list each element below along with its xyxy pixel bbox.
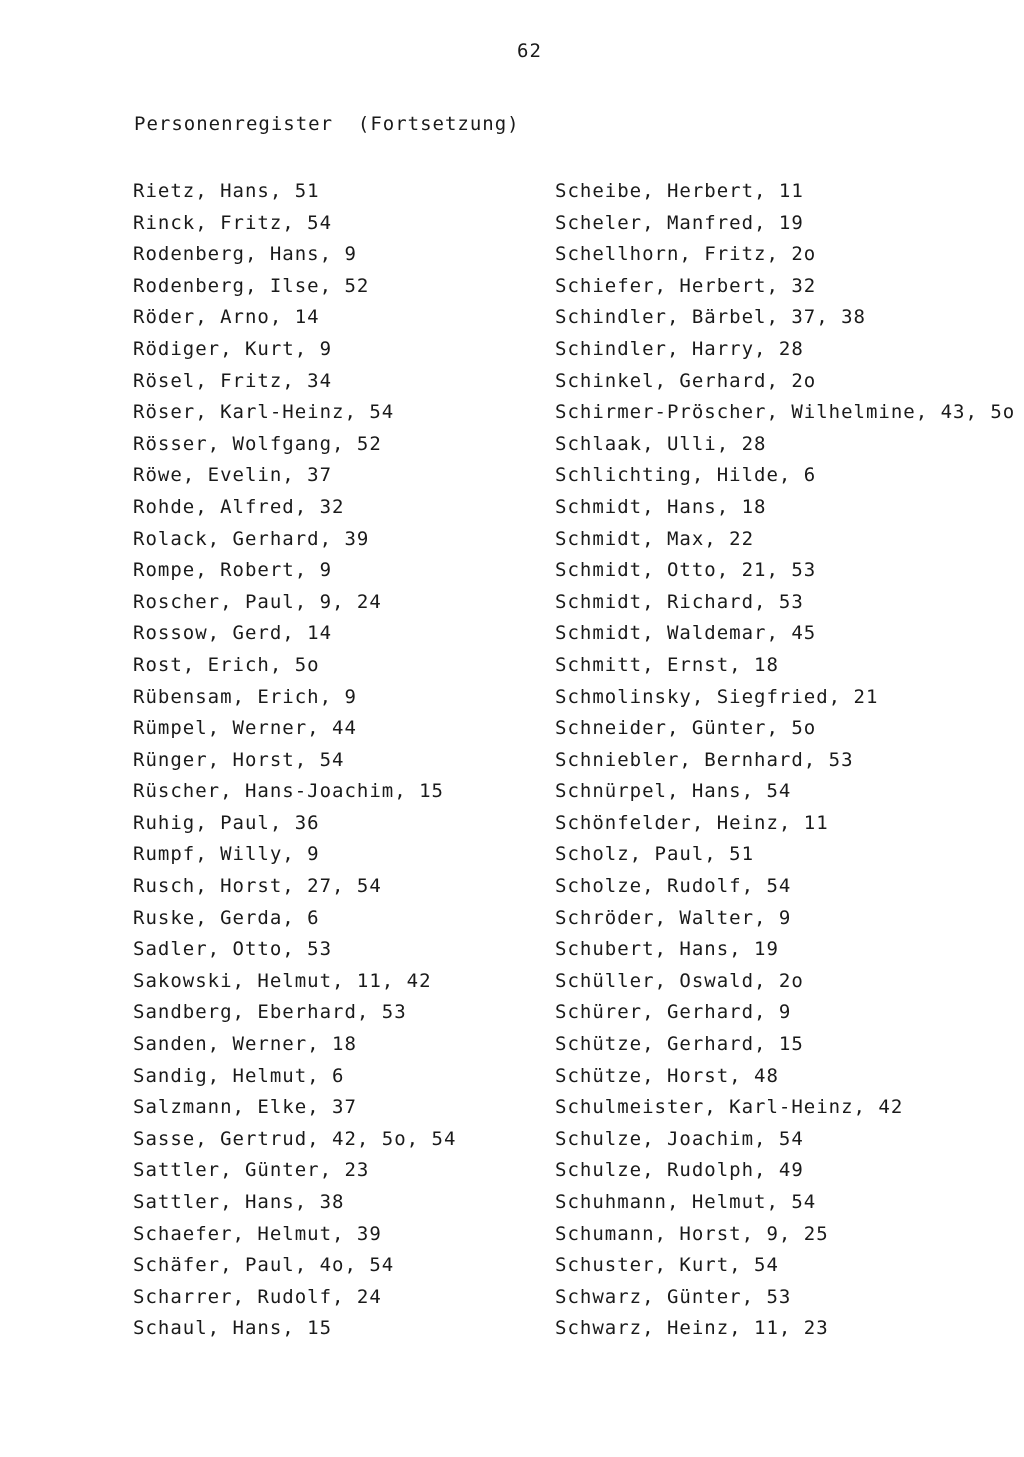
register-entry: Röser, Karl-Heinz, 54: [133, 401, 395, 424]
register-entry: Scholze, Rudolf, 54: [555, 875, 792, 898]
register-entry: Rodenberg, Ilse, 52: [133, 274, 370, 297]
register-entry: Schulmeister, Karl-Heinz, 42: [555, 1096, 904, 1119]
register-entry: Schmidt, Max, 22: [555, 527, 755, 550]
register-entry: Rübensam, Erich, 9: [133, 685, 357, 708]
register-entry: Schinkel, Gerhard, 2o: [555, 369, 817, 392]
register-column-left: [133, 176, 456, 1345]
page-number: 62: [517, 40, 542, 62]
register-entry: Schellhorn, Fritz, 2o: [555, 243, 817, 266]
register-entry: Schönfelder, Heinz, 11: [555, 811, 829, 834]
register-entry: Rinck, Fritz, 54: [133, 211, 333, 234]
register-entry: Schmidt, Otto, 21, 53: [555, 559, 817, 582]
register-entry: Schuster, Kurt, 54: [555, 1254, 779, 1277]
register-entry: Scheibe, Herbert, 11: [555, 180, 804, 202]
register-entry: Rompe, Robert, 9: [133, 559, 333, 582]
register-entry: Schütze, Gerhard, 15: [555, 1033, 804, 1056]
register-entry: Schmolinsky, Siegfried, 21: [555, 685, 879, 708]
register-entry: Schulze, Joachim, 54: [555, 1127, 804, 1150]
register-entry: Schmidt, Waldemar, 45: [555, 622, 817, 645]
register-entry: Salzmann, Elke, 37: [133, 1096, 357, 1119]
register-entry: Schuhmann, Helmut, 54: [555, 1191, 817, 1213]
register-entry: Rödiger, Kurt, 9: [133, 337, 333, 360]
register-entry: Schwarz, Günter, 53: [555, 1285, 792, 1308]
register-entry: Rietz, Hans, 51: [133, 180, 320, 202]
register-entry: Schmidt, Hans, 18: [555, 495, 767, 518]
register-entry: Schlaak, Ulli, 28: [555, 432, 767, 455]
register-entry: Schröder, Walter, 9: [555, 906, 792, 929]
register-entry: Ruhig, Paul, 36: [133, 811, 320, 834]
register-entry: Schlichting, Hilde, 6: [555, 464, 817, 487]
register-entry: Schmitt, Ernst, 18: [555, 653, 779, 676]
register-entry: Schwarz, Heinz, 11, 23: [555, 1317, 829, 1340]
register-column-right: [555, 176, 1015, 1345]
register-entry: Rossow, Gerd, 14: [133, 622, 333, 645]
register-entry: Röwe, Evelin, 37: [133, 464, 333, 487]
register-entry: Scholz, Paul, 51: [555, 843, 755, 866]
register-entry: Schumann, Horst, 9, 25: [555, 1222, 829, 1245]
register-entry: Rumpf, Willy, 9: [133, 843, 320, 866]
register-entry: Rösser, Wolfgang, 52: [133, 432, 382, 455]
register-entry: Rusch, Horst, 27, 54: [133, 875, 382, 898]
register-entry: Schubert, Hans, 19: [555, 938, 779, 961]
register-entry: Scharrer, Rudolf, 24: [133, 1285, 382, 1308]
register-entry: Schüller, Oswald, 2o: [555, 969, 804, 992]
register-entry: Schulze, Rudolph, 49: [555, 1159, 804, 1182]
register-entry: Rodenberg, Hans, 9: [133, 243, 357, 266]
register-entry: Sanden, Werner, 18: [133, 1033, 357, 1056]
register-entry: Sadler, Otto, 53: [133, 938, 333, 961]
register-entry: Scheler, Manfred, 19: [555, 211, 804, 234]
register-entry: Rümpel, Werner, 44: [133, 717, 357, 740]
register-entry: Schürer, Gerhard, 9: [555, 1001, 792, 1024]
register-entry: Schiefer, Herbert, 32: [555, 274, 817, 297]
register-entry: Schirmer-Pröscher, Wilhelmine, 43, 5o: [555, 401, 1016, 424]
register-entry: Schnürpel, Hans, 54: [555, 780, 792, 803]
register-entry: Röder, Arno, 14: [133, 306, 320, 329]
page-heading: Personenregister (Fortsetzung): [134, 113, 520, 135]
register-entry: Schaefer, Helmut, 39: [133, 1222, 382, 1245]
register-entry: Sattler, Hans, 38: [133, 1191, 345, 1213]
register-entry: Rohde, Alfred, 32: [133, 495, 345, 518]
register-entry: Ruske, Gerda, 6: [133, 906, 320, 929]
register-entry: Sasse, Gertrud, 42, 5o, 54: [133, 1127, 457, 1150]
register-entry: Rost, Erich, 5o: [133, 653, 320, 676]
register-entry: Sattler, Günter, 23: [133, 1159, 370, 1182]
register-entry: Rünger, Horst, 54: [133, 748, 345, 771]
register-entry: Roscher, Paul, 9, 24: [133, 590, 382, 613]
register-entry: Schmidt, Richard, 53: [555, 590, 804, 613]
register-entry: Schütze, Horst, 48: [555, 1064, 779, 1087]
register-entry: Rüscher, Hans-Joachim, 15: [133, 780, 444, 803]
register-entry: Sandberg, Eberhard, 53: [133, 1001, 407, 1024]
register-entry: Schäfer, Paul, 4o, 54: [133, 1254, 395, 1277]
register-entry: Schindler, Harry, 28: [555, 337, 804, 360]
register-entry: Schniebler, Bernhard, 53: [555, 748, 854, 771]
register-entry: Schindler, Bärbel, 37, 38: [555, 306, 866, 329]
register-entry: Rösel, Fritz, 34: [133, 369, 333, 392]
register-entry: Sakowski, Helmut, 11, 42: [133, 969, 432, 992]
register-entry: Rolack, Gerhard, 39: [133, 527, 370, 550]
register-entry: Schaul, Hans, 15: [133, 1317, 333, 1340]
register-entry: Schneider, Günter, 5o: [555, 717, 817, 740]
register-entry: Sandig, Helmut, 6: [133, 1064, 345, 1087]
